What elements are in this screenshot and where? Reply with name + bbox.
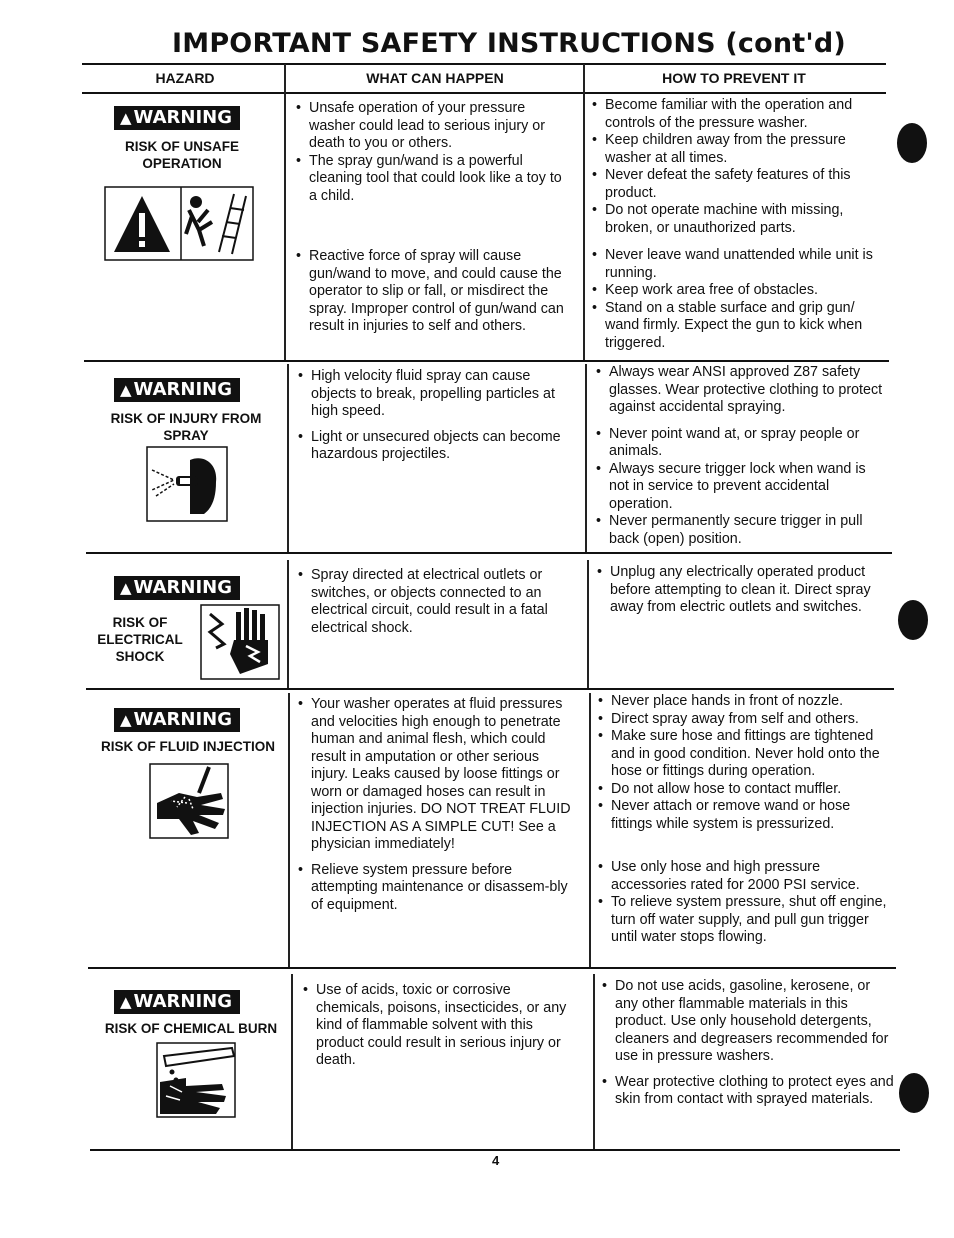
column-divider [284, 64, 286, 360]
how-to-prevent-list [592, 97, 884, 352]
section-rule [84, 360, 889, 362]
warning-triangle-icon: ▲ [120, 109, 132, 127]
electric-shock-icon [200, 604, 280, 680]
header-rule [82, 92, 886, 94]
list-item: • Use only hose and high pressure accessories rated for 2000 PSI service. [598, 859, 890, 894]
warning-badge: ▲ WARNING [114, 106, 240, 130]
list-item: • Do not allow hose to contact muffler. [598, 781, 890, 799]
list-item: • Direct spray away from self and others. [598, 711, 890, 729]
list-item: • High velocity fluid spray can cause objects to break, propelling particles at high speed. [298, 368, 570, 421]
chemical-burn-icon [156, 1042, 236, 1118]
list-item: • Keep children away from the pressure washer at all times. [592, 132, 884, 167]
list-item: • Stand on a stable surface and grip gun/ wand firmly. Expect the gun to kick when triggered. [592, 300, 884, 353]
page-number: 4 [492, 1153, 500, 1168]
warning-badge: ▲ WARNING [114, 990, 240, 1014]
column-divider [587, 560, 589, 688]
list-item: • Unsafe operation of your pressure washer could lead to serious injury or death to you or others. [296, 100, 564, 153]
hazard-label: RISK OF INJURY FROM SPRAY [110, 411, 262, 443]
list-item: • Wear protective clothing to protect eyes and skin from contact with sprayed materials. [602, 1074, 896, 1109]
warning-triangle-icon: ▲ [120, 711, 132, 729]
what-can-happen-list [296, 100, 564, 336]
list-item: • Always secure trigger lock when wand is not in service to prevent accidental operation. [596, 461, 888, 514]
warning-badge: ▲ WARNING [114, 576, 240, 600]
list-item: • Do not operate machine with missing, broken, or unauthorized parts. [592, 202, 884, 237]
how-to-prevent-list [596, 364, 888, 548]
list-item: • Spray directed at electrical outlets or switches, or objects connected to an electrical circuit, could result in a fatal electrical shock. [298, 567, 578, 637]
column-header-hazard: HAZARD [155, 70, 215, 86]
list-item: • Do not use acids, gasoline, kerosene, or any other flammable materials in this product. Use only household detergents, cleaners and degreasers recommended for use in pressure washers. [602, 978, 896, 1066]
how-to-prevent-list [598, 693, 890, 947]
list-item: • Keep work area free of obstacles. [592, 282, 884, 300]
warning-triangle-icon: ▲ [120, 993, 132, 1011]
how-to-prevent-list [602, 978, 896, 1109]
section-rule [86, 552, 892, 554]
column-divider [585, 364, 587, 552]
list-item: • Your washer operates at fluid pressures and velocities high enough to penetrate human and animal flesh, which could result in amputation or other serious injury. Leaks caused by loose fittings or worn or damaged hoses can result in injection injuries. DO NOT TREAT FLUID INJECTION AS A SIMPLE CUT! See a physician immediately! [298, 696, 578, 854]
what-can-happen-list [298, 368, 570, 464]
what-can-happen-list [298, 696, 578, 914]
hazard-label: RISK OF ELECTRICAL SHOCK [97, 615, 183, 664]
list-item: • Relieve system pressure before attempting maintenance or disassem-bly of equipment. [298, 862, 578, 915]
binder-hole-mark [899, 1073, 929, 1113]
list-item: • Never attach or remove wand or hose fittings while system is pressurized. [598, 798, 890, 833]
column-divider [583, 64, 585, 360]
column-divider [287, 364, 289, 552]
warning-badge: ▲ WARNING [114, 708, 240, 732]
list-item: • Never point wand at, or spray people or animals. [596, 426, 888, 461]
list-item: • Never defeat the safety features of this product. [592, 167, 884, 202]
hazard-label: RISK OF FLUID INJECTION [100, 739, 275, 754]
what-can-happen-list [303, 982, 581, 1070]
warning-triangle-icon: ▲ [120, 579, 132, 597]
list-item: • Make sure hose and fittings are tightened and in good condition. Never hold onto the hose or fittings during operation. [598, 728, 890, 781]
page-title: IMPORTANT SAFETY INSTRUCTIONS (cont'd) [172, 28, 846, 59]
column-divider [287, 560, 289, 688]
bottom-rule [90, 1149, 900, 1151]
column-header-what: WHAT CAN HAPPEN [366, 70, 504, 86]
column-divider [288, 693, 290, 967]
eye-protection-icon [146, 446, 228, 522]
column-divider [589, 693, 591, 967]
section-rule [88, 967, 896, 969]
what-can-happen-list [298, 567, 578, 637]
title-rule [82, 63, 886, 65]
column-divider [593, 974, 595, 1149]
list-item: • Reactive force of spray will cause gun/wand to move, and could cause the operator to slip or fall, or misdirect the spray. Improper control of gun/wand can result in injuries to self and others. [296, 248, 564, 336]
binder-hole-mark [897, 123, 927, 163]
hazard-label: RISK OF UNSAFE OPERATION [124, 139, 239, 171]
list-item: • Never place hands in front of nozzle. [598, 693, 890, 711]
list-item: • Always wear ANSI approved Z87 safety glasses. Wear protective clothing to protect against accidental spraying. [596, 364, 888, 417]
list-item: • Unplug any electrically operated product before attempting to clean it. Direct spray away from electric outlets and switches. [597, 564, 885, 617]
column-divider [291, 974, 293, 1149]
section-rule [86, 688, 894, 690]
list-item: • Use of acids, toxic or corrosive chemicals, poisons, insecticides, or any kind of flammable solvent with this product could result in serious injury or death. [303, 982, 581, 1070]
warning-badge: ▲ WARNING [114, 378, 240, 402]
warning-triangle-icon: ▲ [120, 381, 132, 399]
list-item: • Become familiar with the operation and controls of the pressure washer. [592, 97, 884, 132]
hazard-label: RISK OF CHEMICAL BURN [104, 1021, 278, 1036]
how-to-prevent-list [597, 564, 885, 617]
fluid-injection-icon [149, 763, 229, 839]
list-item: • Light or unsecured objects can become hazardous projectiles. [298, 429, 570, 464]
column-header-prevent: HOW TO PREVENT IT [662, 70, 806, 86]
list-item: • To relieve system pressure, shut off engine, turn off water supply, and pull gun trigger until water stops flowing. [598, 894, 890, 947]
list-item: • Never permanently secure trigger in pull back (open) position. [596, 513, 888, 548]
list-item: • The spray gun/wand is a powerful cleaning tool that could look like a toy to a child. [296, 153, 564, 206]
unsafe-operation-icon [104, 186, 254, 261]
binder-hole-mark [898, 600, 928, 640]
list-item: • Never leave wand unattended while unit is running. [592, 247, 884, 282]
